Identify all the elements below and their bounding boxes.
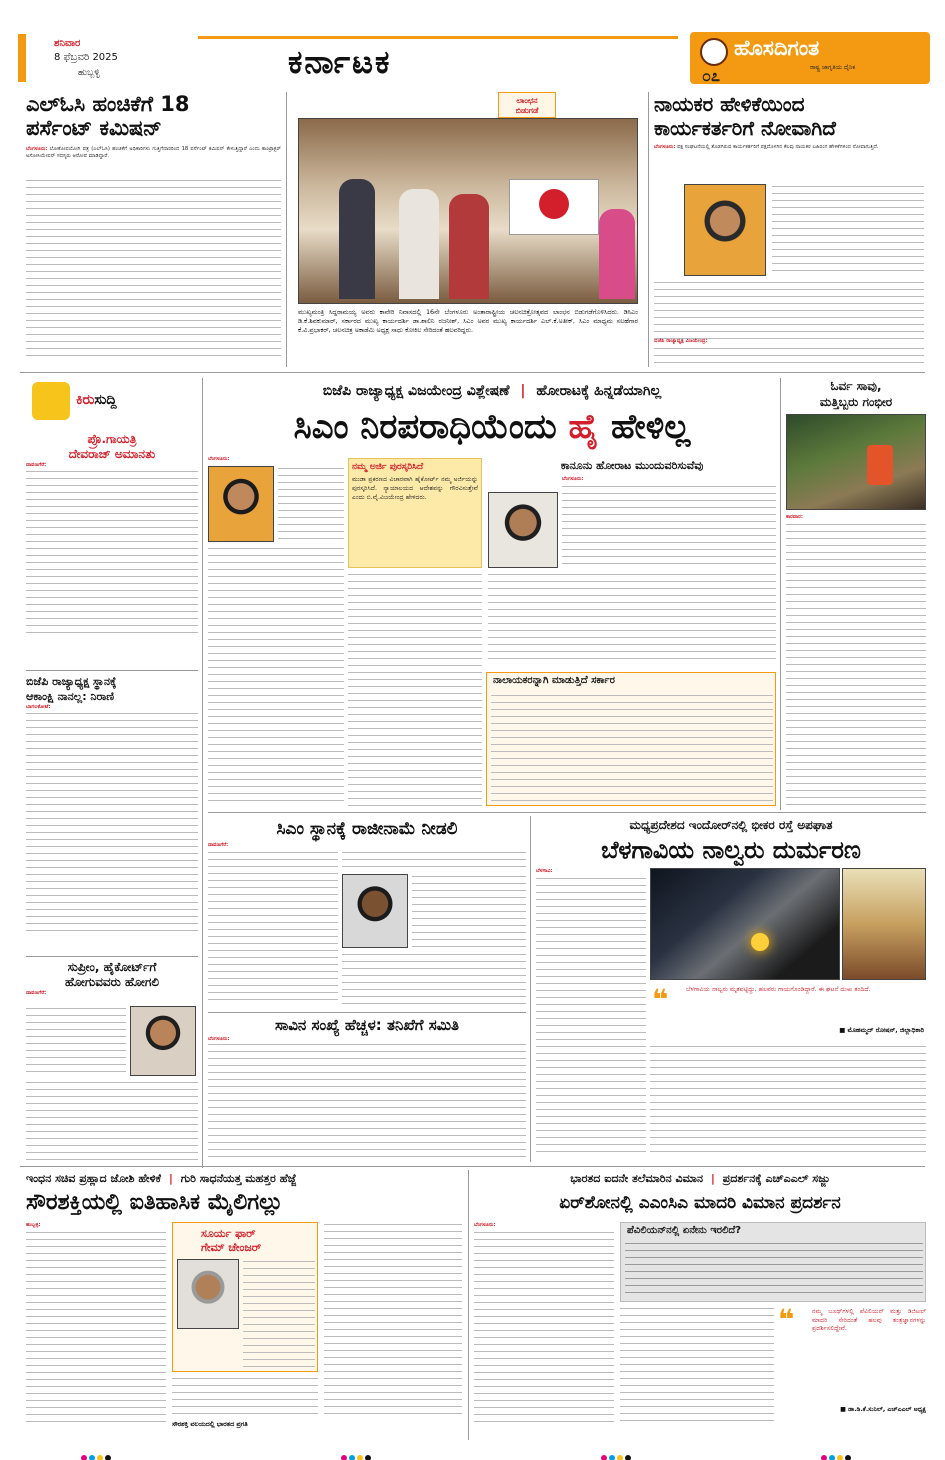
aircraft-quote-mark-icon: ❝ bbox=[778, 1303, 795, 1336]
kirusuddi-item-2 bbox=[26, 674, 198, 931]
story-deaths bbox=[208, 1014, 526, 1164]
lead-kicker: ಬಿಜೆಪಿ ರಾಜ್ಯಾಧ್ಯಕ್ಷ ವಿಜಯೇಂದ್ರ ವಿಶ್ಲೇಷಣೆ | ಹೋರಾಟಕ್ಕೆ ಹಿನ್ನಡೆಯಾಗಿಲ್ಲ bbox=[322, 383, 662, 399]
story2-headline-line2: ಕಾರ್ಯಕರ್ತರಿಗೆ ನೋವಾಗಿದೆ bbox=[654, 116, 836, 140]
section-title: ಕರ್ನಾಟಕ bbox=[288, 43, 392, 81]
lead-kicker-a: ಬಿಜೆಪಿ ರಾಜ್ಯಾಧ್ಯಕ್ಷ ವಿಜಯೇಂದ್ರ ವಿಶ್ಲೇಷಣೆ bbox=[322, 383, 510, 399]
law-dateline: ಬೆಂಗಳೂರು: bbox=[562, 476, 584, 482]
aircraft-kicker-b: ಪ್ರದರ್ಶನಕ್ಕೆ ಎಚ್‌ಎಎಲ್ ಸಜ್ಜು bbox=[722, 1172, 830, 1185]
item3-portrait-photo bbox=[130, 1006, 196, 1076]
aircraft-quote-by: ಡಾ.ಡಿ.ಕೆ.ಸುನಿಲ್, ಎಚ್‌ಎಎಲ್ ಅಧ್ಯಕ್ಷ bbox=[848, 1406, 926, 1413]
govt-headline: ನಾಲಾಯಕರನ್ನಾಗಿ ಮಾಡುತ್ತಿದೆ ಸರ್ಕಾರ bbox=[493, 675, 615, 686]
quote-mark-icon: ❝ bbox=[652, 983, 669, 1016]
story1-dateline: ಬೆಂಗಳೂರು: bbox=[26, 146, 48, 152]
ashok-portrait-photo bbox=[488, 492, 558, 568]
photo-logo-release bbox=[292, 92, 644, 367]
lead-dateline: ಬೆಂಗಳೂರು: bbox=[208, 456, 230, 462]
indore-quote-text: ಬೆಳಗಾವಿಯ ನಾಲ್ವರು ಮೃತಪಟ್ಟಿದ್ದು, ಹಲವರು ಗಾಯಗೊಂಡಿದ್ದಾರೆ. ಈ ಘಟನೆ ದುಃಖ ತಂದಿದೆ. bbox=[686, 986, 871, 993]
kirusuddi-item-3 bbox=[26, 960, 198, 997]
item2-body bbox=[26, 711, 198, 931]
lead-body-col2 bbox=[348, 572, 482, 806]
story1-headline-line2: ಪರ್ಸೆಂಟ್ ಕಮಿಷನ್ bbox=[26, 116, 162, 140]
story2-body-right bbox=[772, 184, 924, 276]
masthead-logo-block bbox=[690, 32, 930, 84]
paper-tagline: ರಾಷ್ಟ್ರ ಜಾಗೃತಿಯ ದೈನಿಕ bbox=[810, 64, 856, 71]
resign-dateline: ದಾವಣಗೆರೆ: bbox=[208, 842, 229, 848]
aircraft-kicker: ಭಾರತದ ಐದನೇ ತಲೆಮಾರಿನ ವಿಮಾನ | ಪ್ರದರ್ಶನಕ್ಕೆ ಎಚ್‌ಎಎಲ್ ಸಜ್ಜು bbox=[570, 1172, 830, 1185]
lead-headline-a: ಸಿಎಂ ನಿರಪರಾಧಿಯೆಂದು bbox=[293, 407, 569, 447]
story2-subhead: ಬಿಜೆಪಿ ರಾಜ್ಯಾಧ್ಯಕ್ಷ ವಿಜಯೇಂದ್ರ: bbox=[654, 338, 708, 344]
masthead bbox=[0, 0, 945, 84]
petition-box bbox=[348, 458, 482, 568]
lead-headline bbox=[208, 406, 776, 448]
story1-lead: ಲೋಕೋಪಯೋಗಿ ಪತ್ರ (ಎಲ್‌ಓಸಿ) ಹಂಚಿಕೆಗೆ ಅಧಿಕಾರಿಗಳು ಗುತ್ತಿಗೆದಾರರಿಂದ 18 ಪರ್ಸೆಂಟ್ ಕಮಿಷನ್ ಕೇಳುತ್ತಿದ್ದಾರೆ ಎಂದು ಕಾಂಟ್ರಾಕ್ಟರ್ ಅಸೋಸಿಯೇಷನ್ ಸದಸ್ಯರು ಆರೋಪ ಮಾಡಿದ್ದಾರೆ. bbox=[26, 146, 281, 159]
resign-portrait-photo bbox=[342, 874, 408, 948]
indore-quote-box: ❝ ಬೆಳಗಾವಿಯ ನಾಲ್ವರು ಮೃತಪಟ್ಟಿದ್ದು, ಹಲವರು ಗಾಯಗೊಂಡಿದ್ದಾರೆ. ಈ ಘಟನೆ ದುಃಖ ತಂದಿದೆ. ■ ಮೊಹಮ್ಮದ್ ರೋಷನ್, ಜಿಲ್ಲಾಧಿಕಾರಿ bbox=[652, 983, 924, 1034]
gamechanger-title-line1: ಸೂರ್ಯ ಫಾರ್ bbox=[201, 1227, 256, 1240]
story1-headline-line1: ಎಲ್‌ಓಸಿ ಹಂಚಿಕೆಗೆ 18 bbox=[26, 92, 190, 116]
aircraft-kicker-a: ಭಾರತದ ಐದನೇ ತಲೆಮಾರಿನ ವಿಮಾನ bbox=[570, 1172, 704, 1185]
masthead-day: ಶನಿವಾರ bbox=[54, 38, 81, 49]
story-aircraft bbox=[474, 1170, 926, 1440]
pavilion-box bbox=[620, 1222, 926, 1302]
deaths-headline: ಸಾವಿನ ಸಂಖ್ಯೆ ಹೆಚ್ಚಳ: ತನಿಖೆಗೆ ಸಮಿತಿ bbox=[274, 1016, 459, 1034]
story-loc-commission bbox=[26, 92, 281, 362]
story-leaders-remarks bbox=[654, 92, 924, 367]
section-title-band bbox=[198, 36, 678, 82]
release-tag-line2: ಬಿಡುಗಡೆ bbox=[515, 106, 539, 115]
solar-kicker-a: ಇಂಧನ ಸಚಿವ ಪ್ರಹ್ಲಾದ ಜೋಶಿ ಹೇಳಿಕೆ bbox=[26, 1172, 161, 1185]
logo-release-photo bbox=[298, 118, 638, 304]
accident-photo-body bbox=[786, 522, 926, 806]
story2-dateline: ಬೆಂಗಳೂರು: bbox=[654, 144, 676, 150]
item3-dateline: ದಾವಣಗೆರೆ: bbox=[26, 990, 47, 996]
lead-headline-b: ಹೈ bbox=[568, 407, 600, 447]
accident-photo-title-line1: ಓರ್ವ ಸಾವು, bbox=[830, 379, 882, 393]
paper-emblem-icon bbox=[700, 38, 728, 66]
story2-body bbox=[654, 280, 924, 340]
kirusuddi-column bbox=[26, 378, 198, 1168]
item3-headline-line2: ಹೋಗುವವರು ಹೋಗಲಿ bbox=[64, 975, 159, 989]
indore-kicker: ಮಧ್ಯಪ್ರದೇಶದ ಇಂದೋರ್‌ನಲ್ಲಿ ಭೀಕರ ರಸ್ತೆ ಅಪಘಾತ bbox=[629, 818, 833, 832]
aircraft-quote-text: ನಮ್ಮ ಬೂಥ್‌ಗಳಲ್ಲಿ ಪೆವಿಲಿಯನ್ ಮತ್ತು ಡಿಜಿಟಲ್ ಮಾದರಿ ಸೇರಿದಂತೆ ಹಲವು ತಂತ್ರಜ್ಞಾನಗಳನ್ನು ಪ್ರದರ್ಶಿಸಲಿದ್ದೇವೆ. bbox=[812, 1308, 926, 1332]
accident-photo-title-line2: ಮತ್ತಿಬ್ಬರು ಗಂಭೀರ bbox=[819, 395, 893, 409]
victims-photo bbox=[842, 868, 926, 980]
rescue-photo bbox=[786, 414, 926, 510]
story-resign bbox=[208, 816, 526, 1010]
item1-headline-line1: ಪ್ರೊ.ಗಾಯತ್ರಿ bbox=[87, 432, 137, 446]
item2-headline-line2: ಆಕಾಂಕ್ಷಿ ನಾನಲ್ಲ: ನಿರಾಣಿ bbox=[26, 690, 115, 703]
item2-dateline: ಬಾಗಲಕೋಟೆ: bbox=[26, 704, 51, 710]
pointing-hand-icon bbox=[32, 382, 70, 420]
kirusuddi-label-b: ಸುದ್ದಿ bbox=[94, 392, 117, 408]
item1-body bbox=[26, 469, 198, 639]
page-number: ೦೭ bbox=[702, 66, 720, 85]
story2-headline-line1: ನಾಯಕರ ಹೇಳಿಕೆಯಿಂದ bbox=[654, 92, 805, 116]
accident-photo-dateline: ಕಾರವಾರ: bbox=[786, 514, 803, 520]
solar-kicker: ಇಂಧನ ಸಚಿವ ಪ್ರಹ್ಲಾದ ಜೋಶಿ ಹೇಳಿಕೆ | ಗುರಿ ಸಾಧನೆಯತ್ತ ಮಹತ್ತರ ಹೆಜ್ಜೆ bbox=[26, 1172, 297, 1185]
solar-gamechanger-box bbox=[172, 1222, 318, 1372]
masthead-city: ಹುಬ್ಬಳ್ಳಿ bbox=[78, 68, 100, 78]
vijayendra-portrait-photo bbox=[208, 466, 274, 542]
solar-kicker-b: ಗುರಿ ಸಾಧನೆಯತ್ತ ಮಹತ್ತರ ಹೆಜ್ಜೆ bbox=[180, 1172, 297, 1185]
indore-dateline: ಬೆಳಗಾವಿ: bbox=[536, 868, 553, 874]
sub-story-govt bbox=[486, 672, 776, 806]
logo-release-caption: ಮುಖ್ಯಮಂತ್ರಿ ಸಿದ್ದರಾಮಯ್ಯ ಅವರು ಕಾವೇರಿ ನಿವಾಸದಲ್ಲಿ 16ನೇ ಬೆಂಗಳೂರು ಅಂತಾರಾಷ್ಟ್ರೀಯ ಚಲನಚಿತ್ರೋತ್ಸವದ ಲಾಂಛನ ಬಿಡುಗಡೆಗೊಳಿಸಿದರು. ಡಿಸಿಎಂ ಡಿ.ಕೆ.ಶಿವಕುಮಾರ್, ಸರ್ಕಾರದ ಮುಖ್ಯ ಕಾರ್ಯದರ್ಶಿ ಡಾ.ಶಾಲಿನಿ ರಜನೀಶ್, ಸಿಎಂ ಅವರ ಮುಖ್ಯ ಕಾರ್ಯದರ್ಶಿ ಎಲ್.ಕೆ.ಅತೀಕ್, ಸಿಎಂ ಮಾಧ್ಯಮ ಸಲಹೆಗಾರ ಕೆ.ವಿ.ಪ್ರಭಾಕರ್, ಚಲನಚಿತ್ರ ಅಕಾಡೆಮಿ ಅಧ್ಯಕ್ಷ ಸಾಧು ಕೋಕಿಲ ಸೇರಿದಂತೆ ಹಲವರಿದ್ದರು. bbox=[298, 308, 638, 334]
paper-name: ಹೊಸದಿಗಂತ bbox=[734, 36, 820, 60]
release-tag bbox=[498, 92, 556, 118]
pavilion-title: ಪೆವಿಲಿಯನ್‌ನಲ್ಲಿ ಏನೇನು ಇರಲಿದೆ? bbox=[627, 1225, 742, 1236]
accident-wreck-photo bbox=[650, 868, 840, 980]
solar-footer: ಸೌರಶಕ್ತಿ ವಲಯದಲ್ಲಿ ಭಾರತದ ಪ್ರಗತಿ bbox=[172, 1420, 248, 1428]
lead-kicker-b: ಹೋರಾಟಕ್ಕೆ ಹಿನ್ನಡೆಯಾಗಿಲ್ಲ bbox=[536, 383, 662, 399]
aircraft-dateline: ಬೆಂಗಳೂರು: bbox=[474, 1222, 496, 1228]
item2-headline-line1: ಬಿಜೆಪಿ ರಾಜ್ಯಾಧ್ಯಕ್ಷ ಸ್ಥಾನಕ್ಕೆ bbox=[26, 675, 117, 688]
kirusuddi-label-a: ಕಿರು bbox=[76, 392, 95, 408]
deaths-dateline: ಬೆಂಗಳೂರು: bbox=[208, 1036, 230, 1042]
registration-marks bbox=[80, 1446, 870, 1456]
gamechanger-title-line2: ಗೇಮ್ ಚೇಂಜರ್ bbox=[201, 1241, 262, 1254]
story2-lead: ಪಕ್ಷ ಸಂಘಟನೆಯಲ್ಲಿ ತೊಡಗಿರುವ ಕಾರ್ಯಕರ್ತರಿಗೆ ಪಕ್ಷದೊಳಗಿನ ಕೆಲವು ನಾಯಕರ ಬಹಿರಂಗ ಹೇಳಿಕೆಗಳಿಂದ ನೋವಾಗುತ್ತಿದೆ. bbox=[677, 144, 879, 150]
sub-story-law bbox=[488, 458, 776, 668]
deaths-body bbox=[208, 1042, 526, 1162]
item3-headline-line1: ಸುಪ್ರೀಂ, ಹೈಕೋರ್ಟ್‌ಗೆ bbox=[67, 960, 157, 974]
law-headline: ಕಾನೂನು ಹೋರಾಟ ಮುಂದುವರಿಸುವೆವು bbox=[560, 459, 704, 472]
kirusuddi-item-1 bbox=[26, 432, 198, 639]
indore-quote-by: ಮೊಹಮ್ಮದ್ ರೋಷನ್, ಜಿಲ್ಲಾಧಿಕಾರಿ bbox=[847, 1026, 924, 1034]
item1-headline-line2: ದೇವರಾಜ್ ಅಮಾನತು bbox=[68, 447, 156, 461]
leader-portrait-photo bbox=[684, 184, 766, 276]
story-indore-accident bbox=[536, 816, 926, 1162]
resign-headline: ಸಿಎಂ ಸ್ಥಾನಕ್ಕೆ ರಾಜೀನಾಮೆ ನೀಡಲಿ bbox=[276, 819, 458, 839]
joshi-portrait-photo bbox=[177, 1259, 239, 1329]
kirusuddi-label bbox=[26, 378, 186, 428]
photo-story-accident bbox=[786, 378, 926, 810]
story-solar bbox=[26, 1170, 462, 1440]
petition-box-text: ಮುಡಾ ಪ್ರಕರಣದ ವಿಚಾರವಾಗಿ ಹೈಕೋರ್ಟ್ ನಮ್ಮ ಅರ್ಜಿಯನ್ನು ಪುರಸ್ಕರಿಸಿದೆ. ನ್ಯಾಯಾಲಯದ ಆದೇಶವನ್ನು ಗೌರವಿಸುತ್ತೇವೆ ಎಂದು ಬಿ.ವೈ.ವಿಜಯೇಂದ್ರ ಹೇಳಿದರು. bbox=[352, 476, 478, 501]
indore-headline: ಬೆಳಗಾವಿಯ ನಾಲ್ವರು ದುರ್ಮರಣ bbox=[601, 836, 861, 864]
solar-headline: ಸೌರಶಕ್ತಿಯಲ್ಲಿ ಐತಿಹಾಸಿಕ ಮೈಲಿಗಲ್ಲು bbox=[26, 1190, 284, 1215]
aircraft-headline: ಏರ್‌ಶೋನಲ್ಲಿ ಎಎಂಸಿಎ ಮಾದರಿ ವಿಮಾನ ಪ್ರದರ್ಶನ bbox=[559, 1193, 841, 1213]
lead-headline-c: ಹೇಳಿಲ್ಲ bbox=[599, 407, 691, 447]
lead-body-col1 bbox=[208, 546, 344, 806]
petition-box-title: ನಮ್ಮ ಅರ್ಜಿ ಪುರಸ್ಕರಿಸಿದೆ bbox=[352, 462, 424, 472]
release-tag-line1: ಲಾಂಛನ bbox=[516, 96, 538, 105]
date-tab bbox=[18, 34, 168, 82]
lead-story bbox=[208, 378, 776, 810]
masthead-date: 8 ಫೆಬ್ರವರಿ 2025 bbox=[54, 52, 118, 63]
item1-dateline: ದಾವಣಗೆರೆ: bbox=[26, 462, 47, 468]
aircraft-quote-box: ❝ ನಮ್ಮ ಬೂಥ್‌ಗಳಲ್ಲಿ ಪೆವಿಲಿಯನ್ ಮತ್ತು ಡಿಜಿಟಲ್ ಮಾದರಿ ಸೇರಿದಂತೆ ಹಲವು ತಂತ್ರಜ್ಞಾನಗಳನ್ನು ಪ್ರದರ್ಶಿಸಲಿದ್ದೇವೆ. ■ ಡಾ.ಡಿ.ಕೆ.ಸುನಿಲ್, ಎಚ್‌ಎಎಲ್ ಅಧ್ಯಕ್ಷ bbox=[778, 1303, 926, 1413]
solar-dateline: ಹುಬ್ಬಳ್ಳಿ: bbox=[26, 1222, 41, 1228]
story1-body bbox=[26, 178, 281, 358]
